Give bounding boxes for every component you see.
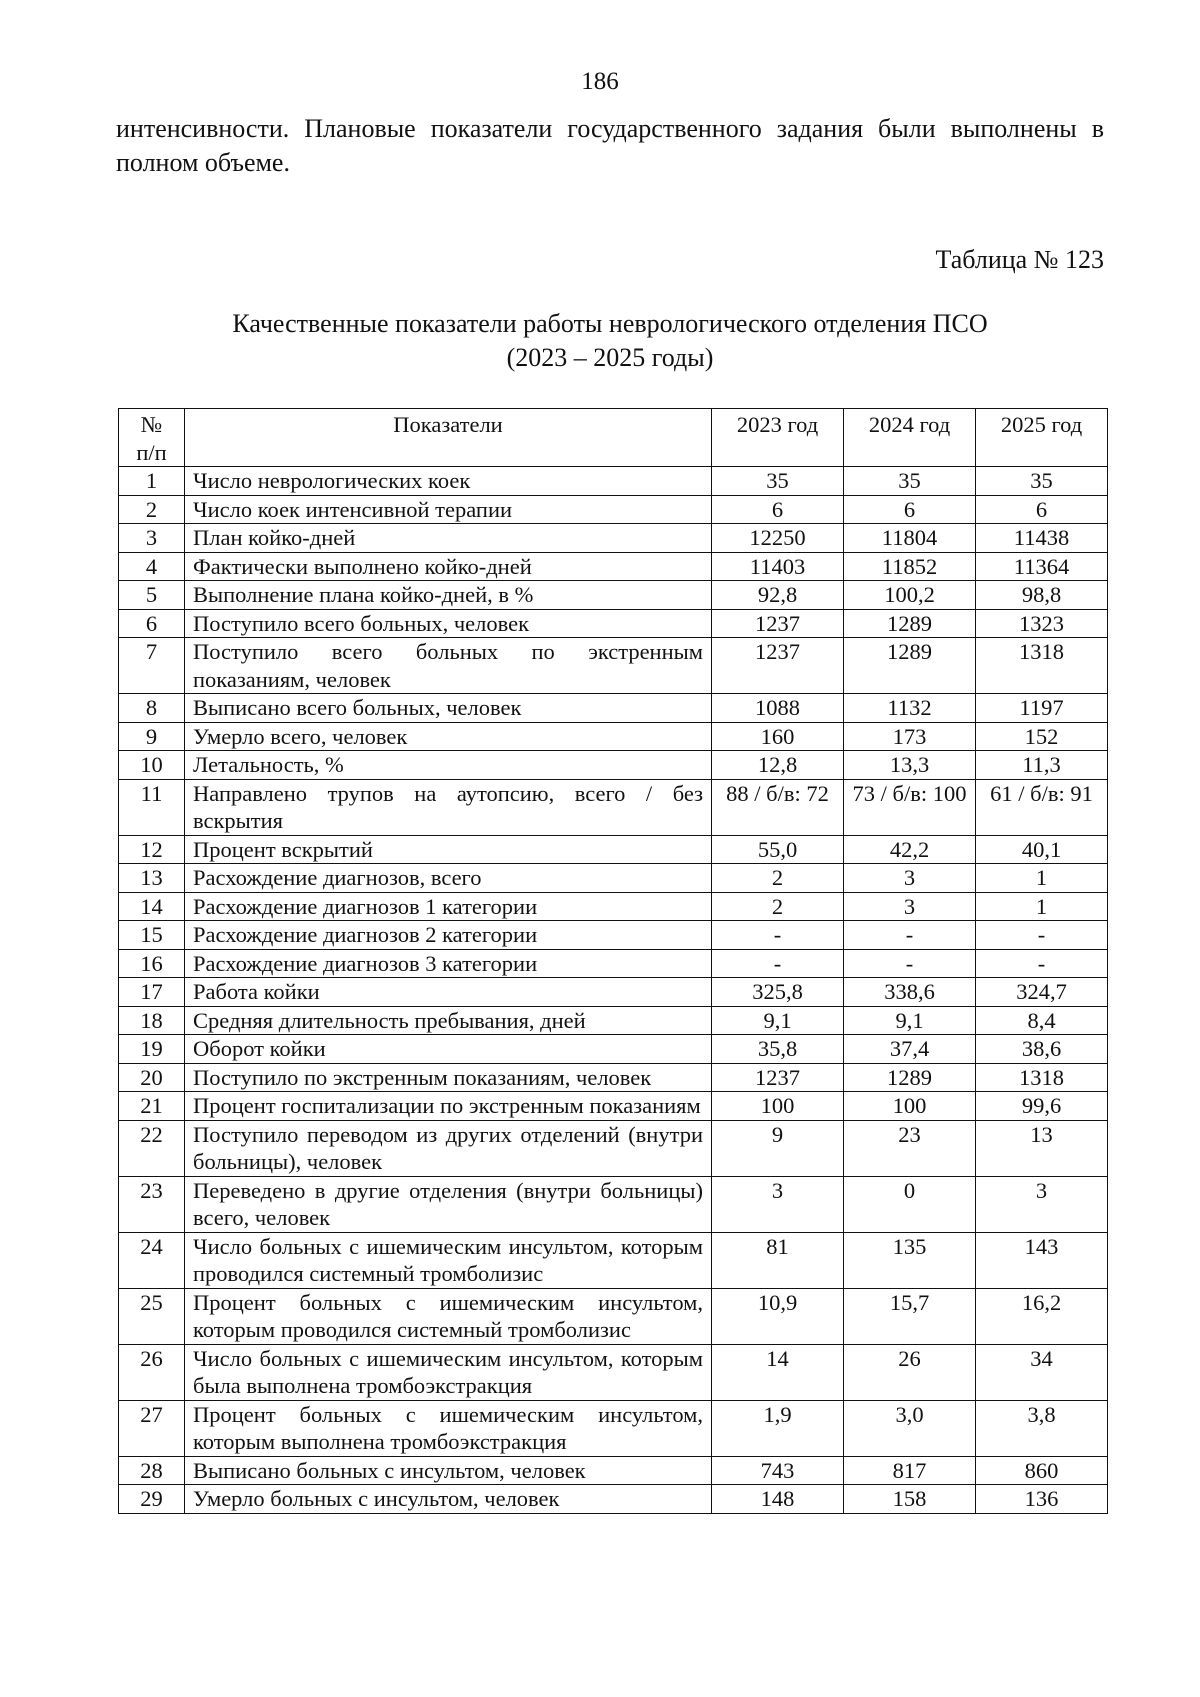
table-row	[119, 609, 1108, 638]
value-2023-cell: 148	[712, 1485, 844, 1514]
table-row	[119, 722, 1108, 751]
row-number-cell: 7	[119, 638, 185, 694]
table-row	[119, 892, 1108, 921]
value-2025-cell: 16,2	[976, 1288, 1108, 1344]
row-number-cell: 27	[119, 1400, 185, 1456]
row-number-cell: 22	[119, 1120, 185, 1176]
indicator-name-cell: Расхождение диагнозов, всего	[185, 864, 712, 893]
table-row	[119, 751, 1108, 780]
row-number-cell: 3	[119, 524, 185, 553]
header-year-2023: 2023 год	[712, 409, 844, 467]
indicator-name-cell: Летальность, %	[185, 751, 712, 780]
value-2023-cell: 35	[712, 467, 844, 496]
value-2025-cell: 6	[976, 495, 1108, 524]
table-row	[119, 864, 1108, 893]
value-2024-cell: 3	[844, 864, 976, 893]
value-2025-cell: 99,6	[976, 1092, 1108, 1121]
value-2023-cell: 9	[712, 1120, 844, 1176]
value-2024-cell: 173	[844, 722, 976, 751]
table-row	[119, 1485, 1108, 1514]
value-2025-cell: 35	[976, 467, 1108, 496]
table-row	[119, 1120, 1108, 1176]
value-2025-cell: 34	[976, 1344, 1108, 1400]
indicator-name-cell: Выписано больных с инсультом, человек	[185, 1456, 712, 1485]
indicator-name-cell: Средняя длительность пребывания, дней	[185, 1006, 712, 1035]
value-2023-cell: 12250	[712, 524, 844, 553]
value-2025-cell: 152	[976, 722, 1108, 751]
value-2024-cell: -	[844, 949, 976, 978]
header-number	[119, 409, 185, 467]
value-2025-cell: 860	[976, 1456, 1108, 1485]
value-2024-cell: 135	[844, 1232, 976, 1288]
table-row	[119, 467, 1108, 496]
indicator-name-cell: Переведено в другие отделения (внутри больницы) всего, человек	[185, 1176, 712, 1232]
indicator-name-cell: Поступило переводом из других отделений (внутри больницы), человек	[185, 1120, 712, 1176]
value-2023-cell: 9,1	[712, 1006, 844, 1035]
value-2023-cell: 11403	[712, 552, 844, 581]
row-number-cell: 2	[119, 495, 185, 524]
value-2024-cell: 26	[844, 1344, 976, 1400]
table-row	[119, 835, 1108, 864]
indicator-name-cell: Процент больных с ишемическим инсультом, которым выполнена тромбоэкстракция	[185, 1400, 712, 1456]
table-body	[119, 467, 1108, 1514]
value-2023-cell: -	[712, 949, 844, 978]
indicators-table	[118, 408, 1108, 1514]
indicator-name-cell: Выполнение плана койко-дней, в %	[185, 581, 712, 610]
value-2024-cell: -	[844, 921, 976, 950]
value-2023-cell: 55,0	[712, 835, 844, 864]
header-year-2024: 2024 год	[844, 409, 976, 467]
value-2024-cell: 35	[844, 467, 976, 496]
value-2023-cell: 160	[712, 722, 844, 751]
value-2024-cell: 11852	[844, 552, 976, 581]
row-number-cell: 8	[119, 694, 185, 723]
value-2024-cell: 42,2	[844, 835, 976, 864]
table-row	[119, 1400, 1108, 1456]
value-2025-cell: 13	[976, 1120, 1108, 1176]
table-row	[119, 1232, 1108, 1288]
value-2023-cell: 88 / б/в: 72	[712, 779, 844, 835]
value-2025-cell: 11,3	[976, 751, 1108, 780]
table-row	[119, 1288, 1108, 1344]
value-2025-cell: 1318	[976, 1063, 1108, 1092]
row-number-cell: 14	[119, 892, 185, 921]
value-2025-cell: 3	[976, 1176, 1108, 1232]
row-number-cell: 13	[119, 864, 185, 893]
row-number-cell: 6	[119, 609, 185, 638]
value-2023-cell: 325,8	[712, 978, 844, 1007]
header-number-line-1: №	[140, 412, 163, 437]
table-title-line-2: (2023 – 2025 годы)	[506, 343, 714, 372]
row-number-cell: 28	[119, 1456, 185, 1485]
value-2025-cell: 136	[976, 1485, 1108, 1514]
indicator-name-cell: Работа койки	[185, 978, 712, 1007]
value-2024-cell: 9,1	[844, 1006, 976, 1035]
value-2025-cell: 38,6	[976, 1035, 1108, 1064]
indicator-name-cell: Поступило всего больных, человек	[185, 609, 712, 638]
value-2024-cell: 6	[844, 495, 976, 524]
value-2025-cell: 1197	[976, 694, 1108, 723]
value-2024-cell: 23	[844, 1120, 976, 1176]
intro-paragraph: интенсивности. Плановые показатели государственного задания были выполнены в полном объеме.	[116, 114, 1104, 177]
table-row	[119, 978, 1108, 1007]
row-number-cell: 5	[119, 581, 185, 610]
indicator-name-cell: Расхождение диагнозов 1 категории	[185, 892, 712, 921]
value-2023-cell: 743	[712, 1456, 844, 1485]
indicator-name-cell: Оборот койки	[185, 1035, 712, 1064]
value-2024-cell: 338,6	[844, 978, 976, 1007]
value-2025-cell: 11438	[976, 524, 1108, 553]
value-2023-cell: -	[712, 921, 844, 950]
value-2024-cell: 100,2	[844, 581, 976, 610]
value-2023-cell: 12,8	[712, 751, 844, 780]
indicator-name-cell: Выписано всего больных, человек	[185, 694, 712, 723]
value-2024-cell: 3,0	[844, 1400, 976, 1456]
row-number-cell: 17	[119, 978, 185, 1007]
value-2023-cell: 3	[712, 1176, 844, 1232]
table-row	[119, 1035, 1108, 1064]
value-2025-cell: 143	[976, 1232, 1108, 1288]
table-row	[119, 779, 1108, 835]
table-row	[119, 581, 1108, 610]
row-number-cell: 21	[119, 1092, 185, 1121]
indicator-name-cell: Число больных с ишемическим инсультом, которым проводился системный тромболизис	[185, 1232, 712, 1288]
value-2024-cell: 158	[844, 1485, 976, 1514]
indicator-name-cell: Процент госпитализации по экстренным показаниям	[185, 1092, 712, 1121]
row-number-cell: 23	[119, 1176, 185, 1232]
value-2024-cell: 3	[844, 892, 976, 921]
indicator-name-cell: Расхождение диагнозов 2 категории	[185, 921, 712, 950]
page-number: 186	[581, 68, 619, 95]
value-2023-cell: 14	[712, 1344, 844, 1400]
value-2023-cell: 35,8	[712, 1035, 844, 1064]
table-row	[119, 638, 1108, 694]
indicator-name-cell: Число неврологических коек	[185, 467, 712, 496]
value-2025-cell: 11364	[976, 552, 1108, 581]
table-row	[119, 949, 1108, 978]
indicator-name-cell: Число больных с ишемическим инсультом, которым была выполнена тромбоэкстракция	[185, 1344, 712, 1400]
row-number-cell: 24	[119, 1232, 185, 1288]
indicator-name-cell: Поступило по экстренным показаниям, человек	[185, 1063, 712, 1092]
value-2023-cell: 10,9	[712, 1288, 844, 1344]
value-2024-cell: 817	[844, 1456, 976, 1485]
table-row	[119, 1063, 1108, 1092]
row-number-cell: 15	[119, 921, 185, 950]
row-number-cell: 10	[119, 751, 185, 780]
value-2025-cell: 40,1	[976, 835, 1108, 864]
value-2023-cell: 6	[712, 495, 844, 524]
value-2023-cell: 1,9	[712, 1400, 844, 1456]
value-2023-cell: 2	[712, 892, 844, 921]
indicator-name-cell: Поступило всего больных по экстренным показаниям, человек	[185, 638, 712, 694]
value-2023-cell: 2	[712, 864, 844, 893]
value-2024-cell: 73 / б/в: 100	[844, 779, 976, 835]
value-2025-cell: 3,8	[976, 1400, 1108, 1456]
value-2023-cell: 92,8	[712, 581, 844, 610]
table-row	[119, 524, 1108, 553]
row-number-cell: 16	[119, 949, 185, 978]
value-2025-cell: 8,4	[976, 1006, 1108, 1035]
indicator-name-cell: Направлено трупов на аутопсию, всего / без вскрытия	[185, 779, 712, 835]
row-number-cell: 25	[119, 1288, 185, 1344]
row-number-cell: 4	[119, 552, 185, 581]
row-number-cell: 12	[119, 835, 185, 864]
value-2025-cell: 324,7	[976, 978, 1108, 1007]
table-header-row	[119, 409, 1108, 467]
indicator-name-cell: Процент больных с ишемическим инсультом, которым проводился системный тромболизис	[185, 1288, 712, 1344]
value-2025-cell: -	[976, 921, 1108, 950]
row-number-cell: 18	[119, 1006, 185, 1035]
value-2023-cell: 100	[712, 1092, 844, 1121]
value-2024-cell: 1289	[844, 638, 976, 694]
value-2024-cell: 37,4	[844, 1035, 976, 1064]
indicator-name-cell: Умерло больных с инсультом, человек	[185, 1485, 712, 1514]
value-2024-cell: 100	[844, 1092, 976, 1121]
row-number-cell: 11	[119, 779, 185, 835]
value-2024-cell: 13,3	[844, 751, 976, 780]
indicator-name-cell: Число коек интенсивной терапии	[185, 495, 712, 524]
value-2023-cell: 1237	[712, 638, 844, 694]
table-number: Таблица № 123	[935, 245, 1104, 274]
value-2024-cell: 1289	[844, 1063, 976, 1092]
header-number-line-2: п/п	[136, 439, 167, 465]
value-2025-cell: 1	[976, 892, 1108, 921]
row-number-cell: 9	[119, 722, 185, 751]
row-number-cell: 26	[119, 1344, 185, 1400]
row-number-cell: 19	[119, 1035, 185, 1064]
value-2025-cell: 1323	[976, 609, 1108, 638]
value-2025-cell: -	[976, 949, 1108, 978]
value-2023-cell: 1237	[712, 1063, 844, 1092]
table-row	[119, 694, 1108, 723]
value-2023-cell: 1088	[712, 694, 844, 723]
value-2024-cell: 11804	[844, 524, 976, 553]
value-2023-cell: 81	[712, 1232, 844, 1288]
table-row	[119, 552, 1108, 581]
table-row	[119, 921, 1108, 950]
indicator-name-cell: Умерло всего, человек	[185, 722, 712, 751]
value-2025-cell: 1	[976, 864, 1108, 893]
header-indicator: Показатели	[185, 409, 712, 467]
indicator-name-cell: План койко-дней	[185, 524, 712, 553]
table-row	[119, 1006, 1108, 1035]
table-row	[119, 1344, 1108, 1400]
value-2024-cell: 1132	[844, 694, 976, 723]
value-2023-cell: 1237	[712, 609, 844, 638]
indicator-name-cell: Фактически выполнено койко-дней	[185, 552, 712, 581]
value-2025-cell: 98,8	[976, 581, 1108, 610]
value-2024-cell: 0	[844, 1176, 976, 1232]
value-2025-cell: 1318	[976, 638, 1108, 694]
table-row	[119, 1176, 1108, 1232]
row-number-cell: 29	[119, 1485, 185, 1514]
value-2024-cell: 1289	[844, 609, 976, 638]
table-row	[119, 495, 1108, 524]
indicator-name-cell: Расхождение диагнозов 3 категории	[185, 949, 712, 978]
row-number-cell: 20	[119, 1063, 185, 1092]
table-row	[119, 1092, 1108, 1121]
value-2025-cell: 61 / б/в: 91	[976, 779, 1108, 835]
table-row	[119, 1456, 1108, 1485]
value-2024-cell: 15,7	[844, 1288, 976, 1344]
row-number-cell: 1	[119, 467, 185, 496]
header-year-2025: 2025 год	[976, 409, 1108, 467]
indicator-name-cell: Процент вскрытий	[185, 835, 712, 864]
table-title	[116, 307, 1104, 375]
table-title-line-1: Качественные показатели работы неврологического отделения ПСО	[232, 309, 988, 338]
